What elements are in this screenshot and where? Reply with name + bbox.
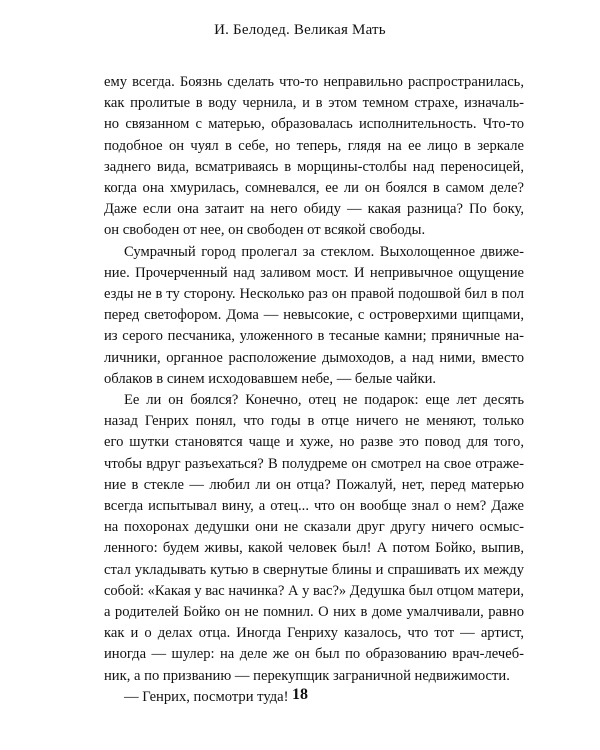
body-text [104, 72, 524, 708]
text-line: Сумрачный город пролегал за стеклом. Выхолощенное движе- [124, 243, 524, 260]
text-line: Даже если она затаит на него обиду — какая разница? По боку, [104, 201, 524, 218]
text-line: на похоронах дедушки они не сказали друг другу ничего осмыс- [104, 519, 524, 536]
text-line: назад Генрих понял, что годы в отце ничего не меняют, только [104, 413, 524, 430]
text-line: а родителей Бойко он не помнил. О них в доме умалчивали, равно [104, 604, 524, 621]
text-line: ленного: будем живы, какой человек был! А потом Бойко, выпив, [104, 540, 524, 557]
text-line: заднего вида, всматриваясь в морщины-столбы над переносицей, [104, 158, 524, 175]
text-line: как и о делах отца. Иногда Генриху казалось, что тот — артист, [104, 625, 524, 642]
text-line: собой: «Какая у вас начинка? А у вас?» Дедушка был отцом матери, [104, 582, 525, 599]
text-line: всегда испытывал вину, а отец... что он вообще знал о нем? Даже [104, 498, 524, 515]
text-line: иногда — шулер: на деле же он был по образованию врач-лечеб- [104, 646, 524, 663]
text-line: ник, а по призванию — перекупщик заграничной недвижимости. [104, 667, 510, 684]
text-line: Ее ли он боялся? Конечно, отец не подарок: еще лет десять [124, 392, 524, 409]
text-line: стал укладывать кутью в свернутые блины и спрашивать их между [104, 561, 524, 578]
text-line: он свободен от нее, он свободен от всякой свободы. [104, 222, 426, 239]
text-line: его шутки становятся чаще и хуже, но разве это повод для того, [104, 434, 524, 451]
text-line: езды не в ту сторону. Несколько раз он правой подошвой бил в пол [104, 286, 524, 303]
text-line: но связанном с матерью, образовалась исполнительность. Что-то [104, 116, 524, 133]
text-line: как пролитые в воду чернила, и в этом темном страхе, изначаль- [104, 95, 524, 112]
text-line: подобное он чуял в себе, но теперь, глядя на ее лицо в зеркале [104, 137, 524, 154]
text-line: ние. Прочерченный над заливом мост. И непривычное ощущение [104, 264, 524, 281]
text-line: облаков в синем исходовавшем небе, — белые чайки. [104, 370, 437, 387]
dialogue-line: — Генрих, посмотри туда! [124, 688, 289, 705]
text-line: чтобы вдруг разъехаться? В полудреме он смотрел на свое отраже- [104, 455, 524, 472]
page-number: 18 [292, 686, 308, 703]
text-line: перед светофором. Дома — невысокие, с островерхими щипцами, [104, 307, 524, 324]
running-head: И. Белодед. Великая Мать [214, 22, 386, 38]
text-line: из серого песчаника, уложенного в тесаные камни; пряничные на- [104, 328, 524, 345]
text-line: ние в стекле — любил ли он отца? Пожалуй, нет, перед матерью [104, 476, 524, 493]
text-line: когда она хмурилась, сомневался, ее ли он боялся в самом деле? [104, 180, 524, 197]
text-line: личники, органное расположение дымоходов, а над ними, вместо [104, 349, 524, 366]
text-line: ему всегда. Боязнь сделать что-то неправильно распространилась, [104, 74, 524, 90]
